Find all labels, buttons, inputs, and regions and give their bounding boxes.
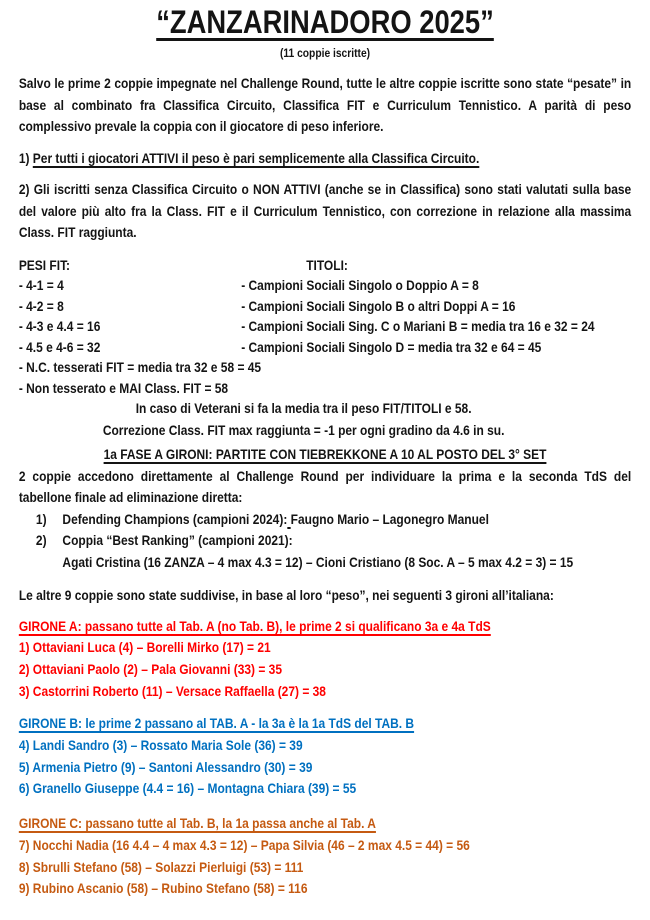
girone-a-section	[19, 616, 631, 703]
girone-c-row: 7) Nocchi Nadia (16 4.4 – 4 max 4.3 = 12) – Papa Silvia (46 – 2 max 4.5 = 44) = 56	[18, 836, 470, 853]
page-title-text: “ZANZARINADORO 2025”	[156, 4, 494, 40]
rule-1	[19, 148, 631, 170]
pesi-fit-item: - Non tesserato e MAI Class. FIT = 58	[18, 379, 229, 396]
girone-b-row: 4) Landi Sandro (3) – Rossato Maria Sole (36) = 39	[18, 736, 303, 753]
girone-a-row: 1) Ottaviani Luca (4) – Borelli Mirko (17) = 21	[18, 639, 271, 655]
girone-c-row: 9) Rubino Ascanio (58) – Rubino Stefano (58) = 116	[18, 880, 308, 897]
seeded-pair-1	[36, 509, 631, 531]
table-row	[19, 275, 631, 296]
titoli-header: TITOLI:	[306, 256, 348, 273]
girone-c-row: 8) Sbrulli Stefano (58) – Solazzi Pierluigi (53) = 111	[18, 858, 304, 875]
girone-b-row: 5) Armenia Pietro (9) – Santoni Alessandro (30) = 39	[18, 758, 313, 775]
titoli-item: - Campioni Sociali Sing. C o Mariani B = media tra 16 e 32 = 24	[241, 318, 595, 334]
table-row	[19, 378, 631, 399]
titoli-item: - Campioni Sociali Singolo o Doppio A = 8	[241, 277, 479, 293]
fase-gironi-heading	[19, 444, 631, 466]
titoli-item: - Campioni Sociali Singolo B o altri Doppi A = 16	[241, 297, 516, 314]
seeded-pair-2-number: 2)	[35, 532, 47, 548]
pesi-fit-item: - 4-1 = 4	[18, 277, 64, 293]
girone-a-header-text: GIRONE A: passano tutte al Tab. A (no Tab. B), le prime 2 si qualificano 3a e 4a TdS	[18, 617, 491, 634]
seeded-pair-1-number: 1)	[35, 510, 47, 527]
table-row	[19, 296, 631, 317]
page-subtitle: (11 coppie iscritte)	[279, 46, 371, 60]
page-title	[19, 4, 631, 40]
pesi-fit-item: - N.C. tesserati FIT = media tra 32 e 58 = 45	[18, 359, 262, 375]
rule-1-text: Per tutti i giocatori ATTIVI il peso è pari semplicemente alla Classifica Circuito.	[32, 149, 480, 166]
girone-a-row: 3) Castorrini Roberto (11) – Versace Raffaella (27) = 38	[18, 682, 326, 699]
table-row	[19, 316, 631, 337]
seeded-pair-1-label: Defending Champions (campioni 2024):	[62, 510, 288, 527]
seeded-pair-1-text	[62, 509, 488, 531]
girone-b-header-text: GIRONE B: le prime 2 passano al TAB. A - la 3a è la 1a TdS del TAB. B	[18, 715, 415, 732]
intro-paragraph: Salvo le prime 2 coppie impegnate nel Challenge Round, tutte le altre coppie iscritte sono state “pesate” in base al combinato fra Classifica Circuito, Classifica FIT e Curriculum Tennistico. A parità di peso complessivo prevale la coppia con il giocatore di peso inferiore.	[18, 75, 632, 134]
seeded-pair-1-players: Faugno Mario – Lagonegro Manuel	[290, 510, 489, 527]
rule-2: 2) Gli iscritti senza Classifica Circuito o NON ATTIVI (anche se in Classifica) sono stati valutati sulla base del valore più alto fra la Class. FIT e il Curriculum Tennistico, con correzione in relazione alla massima Class. FIT raggiunta.	[18, 181, 632, 240]
pesi-fit-item: - 4-3 e 4.4 = 16	[18, 318, 101, 334]
seeded-pair-2	[36, 530, 631, 552]
fase-gironi-heading-text: 1a FASE A GIRONI: PARTITE CON TIEBREKKONE A 10 AL POSTO DEL 3° SET	[103, 446, 547, 462]
gironi-outro: Le altre 9 coppie sono state suddivise, in base al loro “peso”, nei seguenti 3 gironi all’italiana:	[18, 587, 554, 603]
table-row	[19, 337, 631, 358]
girone-c-header-text: GIRONE C: passano tutte al Tab. B, la 1a passa anche al Tab. A	[18, 815, 376, 832]
table-header-row	[19, 255, 631, 276]
pesi-fit-item: - 4-2 = 8	[18, 297, 64, 314]
pesi-titoli-table	[19, 255, 631, 399]
girone-c-header	[19, 813, 631, 835]
seeded-pair-2-detail: Agati Cristina (16 ZANZA – 4 max 4.3 = 12) – Cioni Cristiano (8 Soc. A – 5 max 4.2 = 3) = 15	[62, 553, 574, 570]
correzione-note: Correzione Class. FIT max raggiunta = -1 per ogni gradino da 4.6 in su.	[102, 421, 505, 438]
girone-a-row: 2) Ottaviani Paolo (2) – Pala Giovanni (33) = 35	[18, 660, 283, 677]
table-row	[19, 357, 631, 378]
girone-b-section	[19, 713, 631, 800]
fase-intro: 2 coppie accedono direttamente al Challenge Round per individuare la prima e la seconda TdS del tabellone finale ad eliminazione diretta:	[18, 467, 632, 505]
girone-c-section	[19, 813, 631, 900]
girone-b-row: 6) Granello Giuseppe (4.4 = 16) – Montagna Chiara (39) = 55	[18, 780, 357, 797]
titoli-item: - Campioni Sociali Singolo D = media tra 32 e 64 = 45	[241, 338, 542, 355]
seeded-pair-2-label: Coppia “Best Ranking” (campioni 2021):	[62, 532, 293, 548]
pesi-fit-item: - 4.5 e 4-6 = 32	[18, 338, 101, 355]
veterani-note: In caso di Veterani si fa la media tra il peso FIT/TITOLI e 58.	[135, 400, 472, 416]
rule-1-number: 1)	[18, 149, 30, 166]
girone-b-header	[19, 713, 631, 735]
girone-a-header	[19, 616, 631, 638]
pesi-fit-header: PESI FIT:	[18, 256, 71, 273]
